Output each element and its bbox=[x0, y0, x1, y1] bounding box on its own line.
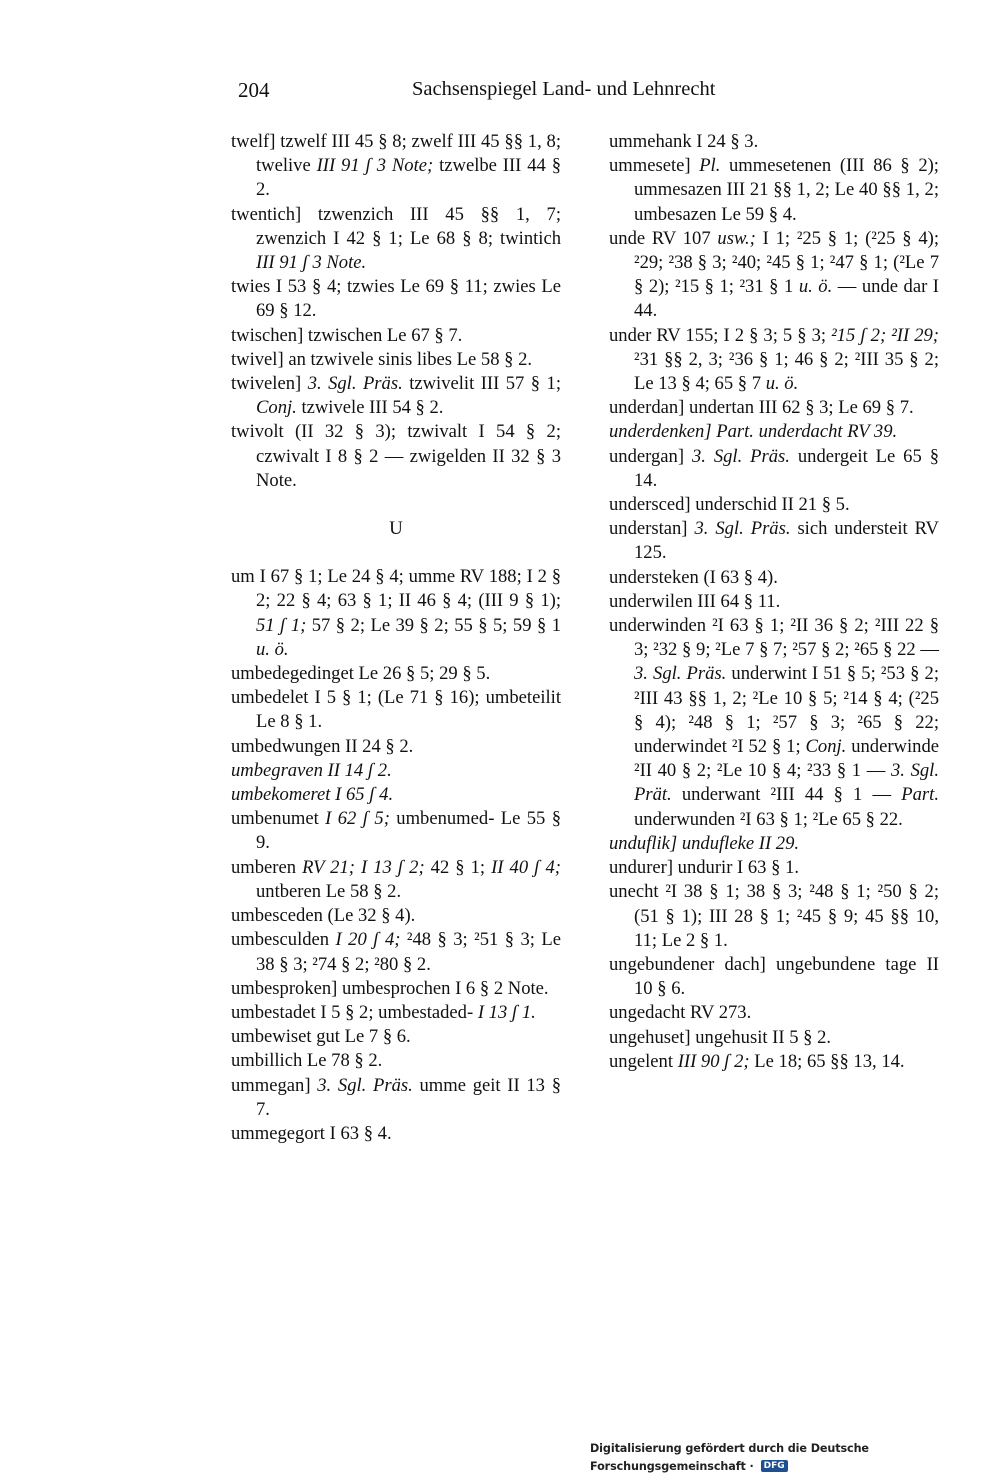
entry-italic-text: u. ö. bbox=[256, 638, 289, 660]
entry-text: twies I 53 § 4; tzwies Le 69 § 11; zwies Le 69 § 12. bbox=[231, 276, 561, 322]
entry-italic-text: III 91 ʃ 3 Note. bbox=[256, 252, 367, 274]
entry-italic-text: I 20 ʃ 4; bbox=[335, 929, 401, 951]
entry-italic-text: I 62 ʃ 5; bbox=[325, 808, 390, 830]
section-letter-u: U bbox=[389, 518, 403, 540]
entry-text: tzwivelit III 57 § 1; bbox=[402, 373, 561, 395]
index-entry bbox=[231, 348, 561, 372]
entry-text: ummegegort I 63 § 4. bbox=[231, 1122, 392, 1144]
index-entry bbox=[231, 735, 561, 759]
entry-text: — unde dar I 44. bbox=[634, 276, 939, 322]
entry-text: ungedacht RV 273. bbox=[609, 1002, 752, 1024]
entry-text: underwinde ²II 40 § 2; ²Le 10 § 4; ²33 § 1 — bbox=[634, 736, 939, 782]
index-entry bbox=[609, 493, 939, 517]
entry-italic-text: III 90 ʃ 2; bbox=[677, 1050, 750, 1072]
index-entry bbox=[231, 1025, 561, 1049]
index-entry bbox=[231, 662, 561, 686]
entry-italic-text: 3. Sgl. Präs. bbox=[634, 663, 727, 685]
entry-text: umbesculden bbox=[231, 929, 336, 951]
index-entry bbox=[609, 880, 939, 953]
index-entry bbox=[231, 783, 561, 807]
index-entry bbox=[231, 565, 561, 662]
index-entry bbox=[609, 832, 939, 856]
entry-text: umbenumet bbox=[231, 808, 326, 830]
entry-text: umbillich Le 78 § 2. bbox=[231, 1050, 383, 1072]
entry-text: underwunden ²I 63 § 1; ²Le 65 § 22. bbox=[634, 808, 903, 830]
index-entry bbox=[231, 420, 561, 493]
entry-italic-text: Conj. bbox=[256, 397, 297, 419]
digitization-credit bbox=[590, 1439, 1000, 1473]
entry-text: sich understeit RV 125. bbox=[634, 518, 939, 564]
entry-text: underwint I 51 § 5; ²53 § 2; ²III 43 §§ 1, 2; ²Le 10 § 5; ²14 § 4; (²25 § 4); ²48 § 1; ²57 § 3; ²65 § 22; underwindet ²I 52 § 1; bbox=[634, 663, 939, 758]
running-title: Sachsenspiegel Land- und Lehnrecht bbox=[412, 78, 716, 100]
index-entry bbox=[231, 130, 561, 203]
entry-italic-text: usw.; bbox=[717, 227, 756, 249]
entry-text: twivelen] bbox=[231, 373, 308, 395]
entry-text: twentich] tzwenzich III 45 §§ 1, 7; zwenzich I 42 § 1; Le 68 § 8; twintich bbox=[231, 203, 561, 249]
index-entry bbox=[231, 856, 561, 904]
index-entry bbox=[609, 614, 939, 832]
entry-text: I 1; ²25 § 1; (²25 § 4); ²29; ²38 § 3; ²40; ²45 § 1; ²47 § 1; (²Le 7 § 2); ²15 § 1; ²31 § 1 bbox=[634, 227, 939, 298]
index-entry bbox=[231, 324, 561, 348]
index-entry bbox=[609, 1001, 939, 1025]
entry-text: twelf] tzwelf III 45 § 8; zwelf III 45 §§ 1, 8; twelive bbox=[231, 131, 561, 177]
index-entry bbox=[231, 275, 561, 323]
entry-text: ummegan] bbox=[231, 1074, 318, 1096]
entry-text: twischen] tzwischen Le 67 § 7. bbox=[231, 324, 463, 346]
entry-text: underdan] undertan III 62 § 3; Le 69 § 7. bbox=[609, 397, 914, 419]
entry-italic-text: RV 21; I 13 ʃ 2; bbox=[302, 856, 425, 878]
entry-text: underwilen III 64 § 11. bbox=[609, 590, 781, 612]
index-entry bbox=[231, 372, 561, 420]
index-entry bbox=[609, 420, 939, 444]
entry-italic-text: unduflik] unduflеke II 29. bbox=[609, 832, 800, 854]
left-column bbox=[231, 130, 561, 1146]
entry-text: ummehank I 24 § 3. bbox=[609, 131, 759, 152]
index-entry bbox=[231, 759, 561, 783]
entry-text: um I 67 § 1; Le 24 § 4; umme RV 188; I 2 § 2; 22 § 4; 63 § 1; II 46 § 4; (III 9 § 1); bbox=[231, 566, 561, 612]
entry-text: umme geit II 13 § 7. bbox=[256, 1074, 561, 1120]
entry-italic-text: 3. Sgl. Präs. bbox=[307, 373, 403, 395]
index-entry bbox=[609, 856, 939, 880]
index-entry bbox=[231, 203, 561, 276]
entry-italic-text: Conj. bbox=[805, 736, 847, 758]
entry-text: umbewiset gut Le 7 § 6. bbox=[231, 1026, 411, 1048]
index-entry bbox=[609, 1050, 939, 1074]
index-entry bbox=[231, 1122, 561, 1146]
entry-text: umberen bbox=[231, 856, 303, 878]
entry-text: umbesproken] umbesprochen I 6 § 2 Note. bbox=[231, 977, 549, 999]
entry-italic-text: II 40 ʃ 4; bbox=[491, 856, 561, 878]
dfg-logo: DFG bbox=[761, 1460, 788, 1472]
entry-italic-text: ²15 ʃ 2; ²II 29; bbox=[831, 324, 940, 346]
entry-italic-text: u. ö. bbox=[798, 276, 833, 298]
entry-text: tzwivele III 54 § 2. bbox=[296, 397, 444, 419]
index-entry bbox=[609, 1026, 939, 1050]
index-entry bbox=[609, 154, 939, 227]
index-entry bbox=[231, 928, 561, 976]
entry-text: underwinden ²I 63 § 1; ²II 36 § 2; ²III 22 § 3; ²32 § 9; ²Le 7 § 7; ²57 § 2; ²65 § 22 — bbox=[609, 615, 939, 661]
entry-text: understan] bbox=[609, 518, 695, 540]
entry-text: ummesetenen (III 86 § 2); ummesazen III 21 §§ 1, 2; Le 40 §§ 1, 2; umbesazen Le 59 § 4. bbox=[634, 155, 939, 225]
index-entry bbox=[609, 590, 939, 614]
entry-text: umbedegedinget Le 26 § 5; 29 § 5. bbox=[231, 663, 491, 685]
entry-italic-text: 51 ʃ 1; bbox=[256, 614, 307, 636]
entry-text: umbesceden (Le 32 § 4). bbox=[231, 905, 416, 927]
entry-text: tzwelbe III 44 § 2. bbox=[256, 155, 561, 201]
index-entry bbox=[609, 566, 939, 590]
index-entry bbox=[231, 1001, 561, 1025]
index-entry bbox=[609, 445, 939, 493]
footer-text: Digitalisierung gefördert durch die Deutsche Forschungsgemeinschaft · bbox=[590, 1442, 869, 1473]
entry-text: ²48 § 3; ²51 § 3; Le 38 § 3; ²74 § 2; ²80 § 2. bbox=[256, 929, 561, 975]
entry-text: ungelent bbox=[609, 1050, 678, 1072]
entry-text: ungebundener dach] ungebundene tage II 10 § 6. bbox=[609, 953, 939, 1000]
entry-text: underwant ²III 44 § 1 — bbox=[671, 784, 902, 806]
index-entry bbox=[231, 1074, 561, 1122]
entry-italic-text: u. ö. bbox=[765, 373, 799, 395]
entry-list-t bbox=[231, 130, 561, 493]
index-entry bbox=[609, 227, 939, 324]
index-entry bbox=[231, 686, 561, 734]
entry-text: umbestadet I 5 § 2; umbestaded- bbox=[231, 1001, 478, 1023]
entry-text: 42 § 1; bbox=[424, 856, 492, 878]
index-entry bbox=[231, 904, 561, 928]
entry-italic-text: umbekomeret I 65 ʃ 4. bbox=[231, 784, 394, 806]
entry-text: under RV 155; I 2 § 3; 5 § 3; bbox=[609, 324, 832, 346]
entry-italic-text: 3. Sgl. Präs. bbox=[691, 445, 790, 467]
entry-text: 57 § 2; Le 39 § 2; 55 § 5; 59 § 1 bbox=[306, 614, 561, 636]
index-entry bbox=[609, 396, 939, 420]
entry-list-u bbox=[231, 565, 561, 1146]
entry-text: ²31 §§ 2, 3; ²36 § 1; 46 § 2; ²III 35 § 2; Le 13 § 4; 65 § 7 bbox=[634, 348, 939, 395]
entry-italic-text: III 91 ʃ 3 Note; bbox=[316, 155, 434, 177]
entry-text: twivel] an tzwivele sinis libes Le 58 § 2. bbox=[231, 348, 533, 370]
index-entry bbox=[609, 517, 939, 565]
page-header bbox=[0, 78, 1000, 110]
entry-text: unde RV 107 bbox=[609, 227, 718, 249]
entry-text: unecht ²I 38 § 1; 38 § 3; ²48 § 1; ²50 § 2; (51 § 1); III 28 § 1; ²45 § 9; 45 §§ 10, 11; Le 2 § 1. bbox=[609, 881, 939, 951]
entry-italic-text: Part. bbox=[901, 784, 939, 806]
index-entry bbox=[231, 1049, 561, 1073]
page-number: 204 bbox=[238, 78, 270, 102]
entry-italic-text: umbegraven II 14 ʃ 2. bbox=[231, 759, 392, 781]
entry-italic-text: underdenken] Part. underdacht RV 39. bbox=[609, 421, 898, 443]
entry-text: understeken (I 63 § 4). bbox=[609, 566, 778, 588]
right-column bbox=[609, 130, 939, 1074]
entry-text: untberen Le 58 § 2. bbox=[256, 880, 402, 902]
index-entry bbox=[609, 324, 939, 397]
entry-italic-text: 3. Sgl. Prät. bbox=[634, 760, 939, 806]
entry-text: undersced] underschid II 21 § 5. bbox=[609, 494, 850, 516]
index-entry bbox=[609, 130, 939, 154]
entry-text: ungehuset] ungehusit II 5 § 2. bbox=[609, 1026, 832, 1048]
entry-italic-text: 3. Sgl. Präs. bbox=[317, 1074, 413, 1096]
entry-text: Le 18; 65 §§ 13, 14. bbox=[749, 1050, 905, 1072]
index-entry bbox=[231, 977, 561, 1001]
entry-italic-text: Pl. bbox=[699, 155, 721, 177]
entry-italic-text: 3. Sgl. Präs. bbox=[694, 518, 791, 540]
entry-text: undergan] bbox=[609, 445, 692, 467]
entry-list-u-continued bbox=[609, 130, 939, 1074]
entry-text: ummesete] bbox=[609, 155, 700, 177]
entry-text: umbenumed- Le 55 § 9. bbox=[256, 808, 562, 854]
entry-text: undergeit Le 65 § 14. bbox=[634, 445, 939, 491]
entry-text: umbedwungen II 24 § 2. bbox=[231, 735, 414, 757]
entry-text: undurer] undurir I 63 § 1. bbox=[609, 857, 800, 879]
entry-text: umbedelet I 5 § 1; (Le 71 § 16); umbeteilit Le 8 § 1. bbox=[231, 687, 561, 733]
entry-italic-text: I 13 ʃ 1. bbox=[477, 1001, 536, 1023]
entry-text: twivolt (II 32 § 3); tzwivalt I 54 § 2; czwivalt I 8 § 2 — zwigelden II 32 § 3 Note. bbox=[231, 421, 561, 491]
index-entry bbox=[231, 807, 561, 855]
index-entry bbox=[609, 953, 939, 1001]
